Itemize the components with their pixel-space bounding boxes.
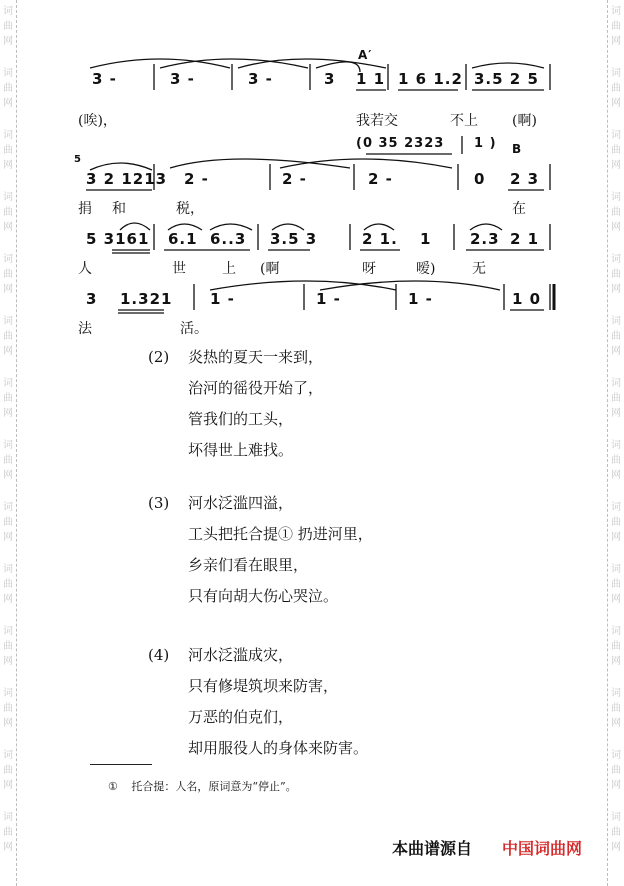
watermark-char: 词 (3, 626, 13, 637)
verse-line: 却用服役人的身体来防害。 (188, 739, 369, 757)
watermark-char: 词 (3, 254, 13, 265)
watermark-char: 网 (611, 346, 621, 357)
measure-notes: 2.3 (470, 230, 500, 248)
measure-notes: 1 (420, 230, 432, 248)
watermark-char: 网 (3, 222, 13, 233)
watermark-char: 词 (3, 378, 13, 389)
watermark-char: 曲 (3, 517, 13, 528)
watermark-char: 曲 (611, 641, 621, 652)
measure-notes: 1 - (408, 290, 433, 308)
watermark-char: 曲 (611, 455, 621, 466)
source-site-link[interactable]: 中国词曲网 (502, 839, 583, 858)
watermark-char: 词 (611, 316, 621, 327)
verse-number: (4) (148, 646, 170, 664)
watermark-char: 网 (3, 470, 13, 481)
lyric: 不上 (450, 113, 478, 129)
watermark-char: 网 (3, 656, 13, 667)
measure-notes: 3.5 2 5 (474, 70, 539, 88)
verse-line: 炎热的夏天一来到， (188, 348, 324, 366)
watermark-char: 词 (3, 750, 13, 761)
lyric: 我若交 (356, 113, 398, 129)
watermark-char: 词 (611, 812, 621, 823)
tie-arc (210, 281, 396, 290)
rehearsal-mark-b: B (512, 142, 523, 156)
watermark-char: 网 (611, 408, 621, 419)
measure-notes: 3 (324, 70, 336, 88)
footnote-rule (90, 764, 152, 765)
watermark-char: 网 (3, 532, 13, 543)
watermark-char: 网 (3, 408, 13, 419)
footnote-marker: ① (108, 780, 118, 793)
watermark-char: 网 (611, 160, 621, 171)
lyric: 上 (222, 261, 236, 277)
verse-line: 河水泛滥成灾， (188, 646, 294, 664)
verse-number: (2) (148, 348, 170, 366)
measure-notes: 1 - (316, 290, 341, 308)
music-score (60, 46, 580, 346)
lyric: 和 (112, 201, 126, 217)
bracket-notes: 1 ) (474, 136, 497, 151)
lyric: (啊) (512, 113, 537, 129)
lyric: (啊 (260, 261, 280, 277)
lyric: 嗳) (416, 261, 436, 277)
bracket-notes: (0 35 2323 (356, 136, 445, 151)
watermark-char: 网 (3, 284, 13, 295)
measure-notes: 3 (86, 290, 98, 308)
watermark-char: 曲 (3, 83, 13, 94)
watermark-char: 曲 (611, 145, 621, 156)
footnote (108, 778, 297, 794)
watermark-char: 曲 (3, 207, 13, 218)
watermark-char: 网 (611, 718, 621, 729)
verse-line: 只有修堤筑坝来防害， (188, 677, 339, 695)
verse-number: (3) (148, 494, 170, 512)
measure-notes: 3 - (170, 70, 195, 88)
measure-notes: 3 - (248, 70, 273, 88)
watermark-char: 曲 (611, 765, 621, 776)
lyric: 活。 (180, 321, 208, 337)
watermark-char: 曲 (3, 455, 13, 466)
footnote-text: 托合提：人名，原词意为“停止”。 (131, 780, 297, 793)
watermark-char: 曲 (611, 827, 621, 838)
watermark-char: 曲 (611, 517, 621, 528)
watermark-char: 曲 (611, 703, 621, 714)
watermark-char: 词 (611, 750, 621, 761)
watermark-char: 词 (3, 130, 13, 141)
watermark-char: 词 (3, 502, 13, 513)
measure-notes: 1 - (210, 290, 235, 308)
watermark-char: 曲 (611, 579, 621, 590)
source-prefix: 本曲谱源自 (392, 839, 473, 858)
watermark-char: 网 (3, 718, 13, 729)
watermark-char: 词 (611, 440, 621, 451)
watermark-char: 词 (611, 68, 621, 79)
measure-notes: 1 1 (356, 70, 386, 88)
watermark-char: 词 (611, 688, 621, 699)
verse-line: 坏得世上难找。 (188, 441, 294, 459)
watermark-char: 词 (611, 130, 621, 141)
tie-arc (90, 163, 152, 170)
watermark-char: 网 (611, 36, 621, 47)
watermark-char: 曲 (3, 765, 13, 776)
watermark-char: 词 (611, 254, 621, 265)
measure-notes: 2 1 (510, 230, 540, 248)
measure-notes: 1.321 (120, 290, 173, 308)
measure-notes: 1 6 1.2 (398, 70, 463, 88)
watermark-char: 网 (611, 780, 621, 791)
watermark-char: 词 (611, 6, 621, 17)
measure-notes: 6..3 (210, 230, 247, 248)
watermark-char: 网 (3, 780, 13, 791)
watermark-char: 词 (611, 192, 621, 203)
watermark-char: 曲 (3, 269, 13, 280)
watermark-char: 词 (3, 192, 13, 203)
lyric: 捐 (78, 201, 92, 217)
tie-arc (316, 62, 360, 72)
watermark-char: 曲 (611, 21, 621, 32)
tie-arc (120, 223, 150, 230)
tie-arc (280, 159, 452, 168)
measure-notes: 2 3 (510, 170, 540, 188)
watermark-char: 词 (3, 564, 13, 575)
verse-line: 工头把托合提① 扔进河里， (188, 525, 373, 543)
watermark-char: 网 (3, 594, 13, 605)
verse-line: 乡亲们看在眼里， (188, 556, 309, 574)
grace-note: 5 (74, 154, 82, 165)
watermark-char: 网 (611, 656, 621, 667)
watermark-char: 曲 (611, 269, 621, 280)
watermark-char: 曲 (3, 393, 13, 404)
watermark-char: 曲 (611, 83, 621, 94)
lyric: 无 (472, 261, 486, 277)
watermark-char: 词 (3, 6, 13, 17)
watermark-char: 曲 (3, 331, 13, 342)
tie-arc (170, 159, 350, 168)
lyric: 人 (78, 261, 92, 277)
verse-line: 万恶的伯克们， (188, 708, 294, 726)
watermark-char: 网 (3, 346, 13, 357)
watermark-char: 词 (3, 440, 13, 451)
watermark-char: 词 (611, 564, 621, 575)
lyric: (唉)， (78, 113, 117, 129)
watermark-char: 网 (611, 594, 621, 605)
rehearsal-mark-a-prime: A′ (358, 48, 373, 62)
watermark-char: 网 (611, 470, 621, 481)
watermark-char: 网 (611, 532, 621, 543)
watermark-char: 曲 (611, 393, 621, 404)
watermark-char: 词 (3, 316, 13, 327)
right-watermark-strip (607, 0, 624, 886)
watermark-char: 网 (611, 98, 621, 109)
lyric: 法 (78, 321, 92, 337)
measure-notes: 0 (474, 170, 486, 188)
watermark-char: 网 (3, 36, 13, 47)
lyric: 呀 (362, 261, 376, 277)
verse-line: 治河的徭役开始了， (188, 379, 324, 397)
measure-notes: 5 3161 (86, 230, 150, 248)
verse-line: 管我们的工头， (188, 410, 294, 428)
watermark-char: 网 (611, 284, 621, 295)
watermark-char: 曲 (3, 827, 13, 838)
watermark-char: 网 (3, 842, 13, 853)
measure-notes: 2 - (368, 170, 393, 188)
watermark-char: 词 (611, 502, 621, 513)
watermark-char: 词 (3, 688, 13, 699)
lyric: 世 (172, 261, 186, 277)
watermark-char: 曲 (3, 703, 13, 714)
tie-arc (472, 63, 544, 68)
measure-notes: 3 2 1213 (86, 170, 168, 188)
watermark-char: 词 (3, 68, 13, 79)
watermark-char: 曲 (3, 21, 13, 32)
verse-line: 只有向胡大伤心哭泣。 (188, 587, 339, 605)
watermark-char: 网 (611, 842, 621, 853)
watermark-char: 网 (611, 222, 621, 233)
watermark-char: 词 (611, 626, 621, 637)
watermark-char: 曲 (3, 145, 13, 156)
watermark-char: 网 (3, 98, 13, 109)
measure-notes: 1 0 (512, 290, 542, 308)
watermark-char: 曲 (611, 207, 621, 218)
measure-notes: 3.5 3 (270, 230, 318, 248)
measure-notes: 2 - (282, 170, 307, 188)
lyric: 税， (176, 201, 204, 217)
measure-notes: 2 - (184, 170, 209, 188)
verse-line: 河水泛滥四溢， (188, 494, 294, 512)
watermark-char: 曲 (3, 579, 13, 590)
measure-notes: 2 1. (362, 230, 398, 248)
watermark-char: 网 (3, 160, 13, 171)
measure-notes: 3 - (92, 70, 117, 88)
watermark-char: 词 (611, 378, 621, 389)
measure-notes: 6.1 (168, 230, 198, 248)
lyric: 在 (512, 201, 526, 217)
watermark-char: 曲 (3, 641, 13, 652)
watermark-char: 曲 (611, 331, 621, 342)
watermark-char: 词 (3, 812, 13, 823)
left-watermark-strip (0, 0, 17, 886)
